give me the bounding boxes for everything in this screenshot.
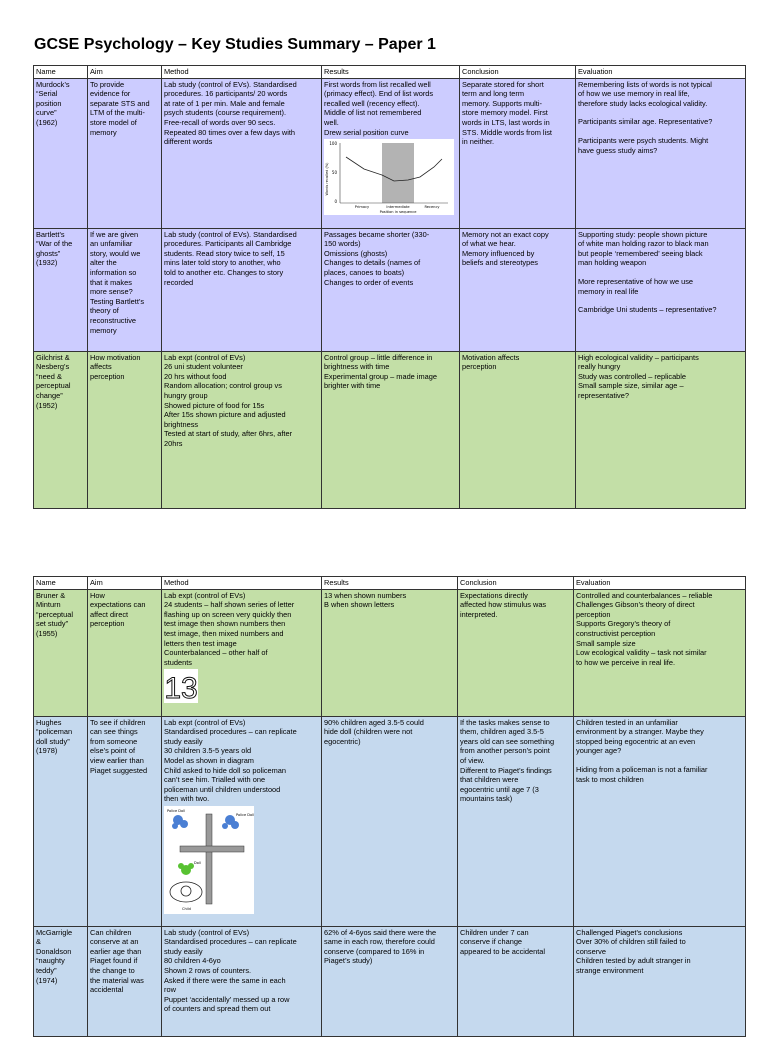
text-line: Children under 7 can bbox=[460, 927, 529, 937]
vertical-wall bbox=[206, 814, 212, 904]
text-line: letters then test image bbox=[164, 638, 237, 648]
graph-xaxis-title: Position in sequence bbox=[379, 210, 417, 215]
text-line: Counterbalanced – other half of bbox=[164, 648, 268, 658]
text-line: Challenged Piaget’s conclusions bbox=[576, 927, 683, 937]
text-line: Participants similar age. Representative? bbox=[578, 117, 713, 127]
text-line: brighter with time bbox=[324, 381, 381, 391]
text-line: constructivist perception bbox=[576, 628, 656, 638]
text-line: appeared to be accidental bbox=[460, 946, 546, 956]
text-line: in neither. bbox=[462, 137, 495, 147]
method-cell bbox=[162, 589, 322, 716]
study-row-bruner bbox=[34, 589, 746, 716]
text-line: store model of bbox=[90, 117, 137, 127]
text-line: expectations can bbox=[90, 600, 146, 610]
text-line: (1955) bbox=[36, 628, 58, 638]
text-line: told to another etc. Changes to story bbox=[164, 267, 284, 277]
graph-xlabel-intermediate: Intermediate bbox=[386, 205, 410, 210]
text-line: First words from list recalled well bbox=[324, 79, 431, 89]
evaluation-cell bbox=[574, 926, 746, 1036]
text-line: Changes to order of events bbox=[324, 277, 414, 287]
text-line: 62% of 4-6yos said there were the bbox=[324, 927, 437, 937]
text-line: 80 children 4-6yo bbox=[164, 956, 221, 966]
text-line: Children tested by adult stranger in bbox=[576, 956, 691, 966]
text-line: High ecological validity – participants bbox=[578, 352, 699, 362]
results-cell bbox=[322, 926, 458, 1036]
text-line: Piaget found if bbox=[90, 956, 138, 966]
text-line: If we are given bbox=[90, 229, 139, 239]
text-line: brightness bbox=[164, 419, 199, 429]
child-icon bbox=[170, 882, 202, 902]
text-line: students. Read story twice to self, 15 bbox=[164, 248, 285, 258]
header-results: Results bbox=[322, 66, 460, 79]
text-line: Shown 2 rows of counters. bbox=[164, 965, 252, 975]
text-line: doll study” bbox=[36, 736, 70, 746]
evaluation-cell bbox=[576, 78, 746, 228]
text-line: study easily bbox=[164, 736, 203, 746]
text-line: task to most children bbox=[576, 774, 644, 784]
header-conclusion: Conclusion bbox=[460, 66, 576, 79]
text-line: flashing up on screen very quickly then bbox=[164, 609, 292, 619]
graph-ytick: 50 bbox=[331, 170, 337, 176]
text-line: places, canoes to boats) bbox=[324, 267, 405, 277]
text-line: Challenges Gibson’s theory of direct bbox=[576, 600, 695, 610]
name-cell bbox=[34, 926, 88, 1036]
results-cell bbox=[322, 78, 460, 228]
text-line: To see if children bbox=[90, 717, 146, 727]
text-line: Expectations directly bbox=[460, 590, 528, 600]
text-line bbox=[578, 268, 743, 277]
text-line: environment by a stranger. Maybe they bbox=[576, 727, 704, 737]
text-line: (1974) bbox=[36, 975, 58, 985]
text-line: change” bbox=[36, 390, 63, 400]
text-line: from another person’s point bbox=[460, 746, 550, 756]
text-line: perception bbox=[576, 609, 611, 619]
header-results: Results bbox=[322, 577, 458, 590]
text-line: Puppet ‘accidentally’ messed up a row bbox=[164, 994, 290, 1004]
text-line: conserve (compared to 16% in bbox=[324, 946, 425, 956]
text-line: hide doll (children were not bbox=[324, 727, 413, 737]
text-line: curve” bbox=[36, 108, 57, 118]
name-cell bbox=[34, 351, 88, 508]
text-line: Bartlett’s bbox=[36, 229, 65, 239]
policeman-doll-diagram bbox=[164, 806, 254, 914]
text-line: Minturn bbox=[36, 600, 61, 610]
text-line: Supporting study: people shown picture bbox=[578, 229, 708, 239]
text-line: Cambridge Uni students – representative? bbox=[578, 305, 717, 315]
text-line: Asked if there were the same in each bbox=[164, 975, 286, 985]
name-cell bbox=[34, 589, 88, 716]
text-line: Repeated 80 times over a few days with bbox=[164, 127, 296, 137]
text-line: an unfamiliar bbox=[90, 239, 133, 249]
results-cell bbox=[322, 228, 460, 351]
text-line: representative? bbox=[578, 390, 629, 400]
name-cell bbox=[34, 228, 88, 351]
text-line: (1978) bbox=[36, 746, 58, 756]
text-line: the change to bbox=[90, 965, 135, 975]
text-line: conserve at an bbox=[90, 937, 139, 947]
aim-cell bbox=[88, 716, 162, 926]
text-line: stopped being egocentric at an even bbox=[576, 736, 696, 746]
text-line: Changes to details (names of bbox=[324, 258, 421, 268]
text-line: policeman until children understood bbox=[164, 784, 281, 794]
text-line: Participants were psych students. Might bbox=[578, 135, 709, 145]
method-cell bbox=[162, 351, 322, 508]
text-line: conserve bbox=[576, 946, 606, 956]
evaluation-cell bbox=[574, 589, 746, 716]
text-line: Lab expt (control of EVs) bbox=[164, 590, 246, 600]
text-line: If the tasks makes sense to bbox=[460, 717, 550, 727]
text-line: mountains task) bbox=[460, 794, 513, 804]
graph-xlabel-primacy: Primacy bbox=[354, 205, 370, 210]
text-line: Study was controlled – replicable bbox=[578, 371, 687, 381]
text-line: Standardised procedures – can replicate bbox=[164, 937, 297, 947]
text-line: Murdock’s bbox=[36, 79, 70, 89]
text-line: beliefs and stereotypes bbox=[462, 258, 539, 268]
method-text bbox=[164, 718, 319, 804]
text-line: Tested at start of study, after 6hrs, after bbox=[164, 429, 293, 439]
text-line: Piaget suggested bbox=[90, 765, 148, 775]
text-line: set study” bbox=[36, 619, 69, 629]
header-row bbox=[34, 577, 746, 590]
text-line: “War of the bbox=[36, 239, 73, 249]
text-line: hungry group bbox=[164, 390, 208, 400]
aim-cell bbox=[88, 228, 162, 351]
results-cell bbox=[322, 351, 460, 508]
text-line: LTM of the multi- bbox=[90, 108, 145, 118]
text-line: Control group – little difference in bbox=[324, 352, 433, 362]
text-line: Gilchrist & bbox=[36, 352, 70, 362]
text-line: conserve if change bbox=[460, 937, 523, 947]
text-line: Hughes bbox=[36, 717, 62, 727]
text-line: row bbox=[164, 985, 176, 995]
text-line: Controlled and counterbalances – reliable bbox=[576, 590, 713, 600]
text-line: at rate of 1 per min. Male and female bbox=[164, 98, 285, 108]
text-line: Child asked to hide doll so policeman bbox=[164, 765, 287, 775]
study-row-mcgarrigle bbox=[34, 926, 746, 1036]
text-line: procedures. 16 participants/ 20 words bbox=[164, 89, 288, 99]
text-line: (1962) bbox=[36, 117, 58, 127]
text-line: Memory influenced by bbox=[462, 248, 535, 258]
text-line: from someone bbox=[90, 736, 138, 746]
text-line: Low ecological validity – task not similar bbox=[576, 648, 707, 658]
name-cell bbox=[34, 78, 88, 228]
text-line: perceptual bbox=[36, 381, 71, 391]
text-line: (primacy effect). End of list words bbox=[324, 89, 434, 99]
text-line: interpreted. bbox=[460, 609, 498, 619]
study-row-hughes bbox=[34, 716, 746, 926]
study-row-murdock bbox=[34, 78, 746, 228]
text-line: separate STS and bbox=[90, 98, 150, 108]
text-line: Free-recall of words over 90 secs. bbox=[164, 117, 276, 127]
text-line: really hungry bbox=[578, 362, 621, 372]
doll-label: Doll bbox=[194, 860, 201, 865]
text-line: Piaget’s study) bbox=[324, 956, 373, 966]
text-line: After 15s shown picture and adjusted bbox=[164, 410, 286, 420]
text-line: then with two. bbox=[164, 794, 210, 804]
text-line: strange environment bbox=[576, 965, 644, 975]
conclusion-cell bbox=[458, 716, 574, 926]
graph-ytick: 100 bbox=[329, 141, 337, 147]
text-line: psych students (course requirement). bbox=[164, 108, 286, 118]
conclusion-cell bbox=[460, 228, 576, 351]
text-line bbox=[578, 127, 743, 136]
text-line: that it makes bbox=[90, 277, 132, 287]
header-aim: Aim bbox=[88, 66, 162, 79]
text-line: Donaldson bbox=[36, 946, 72, 956]
text-line: 20hrs bbox=[164, 438, 183, 448]
results-cell bbox=[322, 716, 458, 926]
text-line: words in LTS, last words in bbox=[462, 117, 550, 127]
method-cell bbox=[162, 926, 322, 1036]
method-cell bbox=[162, 228, 322, 351]
study-row-gilchrist bbox=[34, 351, 746, 508]
results-text bbox=[324, 80, 457, 138]
serial-position-curve-graph bbox=[324, 139, 454, 215]
text-line: different words bbox=[164, 137, 213, 147]
method-text bbox=[164, 591, 319, 668]
header-row bbox=[34, 66, 746, 79]
text-line: “perceptual bbox=[36, 609, 73, 619]
header-method: Method bbox=[162, 66, 322, 79]
text-line: memory bbox=[90, 127, 117, 137]
text-line: can’t see him. Trialled with one bbox=[164, 775, 266, 785]
text-line: egocentric until age 7 (3 bbox=[460, 784, 539, 794]
text-line: but people ‘remembered’ seeing black bbox=[578, 248, 703, 258]
text-line: Lab study (control of EVs). Standardised bbox=[164, 229, 297, 239]
text-line: ghosts” bbox=[36, 248, 61, 258]
text-line: perception bbox=[90, 371, 125, 381]
text-line: term and long term bbox=[462, 89, 525, 99]
conclusion-cell bbox=[460, 351, 576, 508]
text-line: 20 hrs without food bbox=[164, 371, 227, 381]
text-line: Nesberg’s bbox=[36, 362, 70, 372]
text-line: egocentric) bbox=[324, 736, 361, 746]
header-name: Name bbox=[34, 577, 88, 590]
text-line: else’s point of bbox=[90, 746, 136, 756]
text-line: 26 uni student volunteer bbox=[164, 362, 243, 372]
method-cell bbox=[162, 78, 322, 228]
text-line: procedures. Participants all Cambridge bbox=[164, 239, 292, 249]
text-line: of what we hear. bbox=[462, 239, 516, 249]
text-line: How bbox=[90, 590, 105, 600]
text-line: can see things bbox=[90, 727, 138, 737]
text-line: students bbox=[164, 657, 192, 667]
ambiguous-13-b-figure bbox=[164, 669, 198, 703]
text-line: affect direct bbox=[90, 609, 129, 619]
text-line: 30 children 3.5-5 years old bbox=[164, 746, 252, 756]
text-line: perception bbox=[90, 619, 125, 629]
conclusion-cell bbox=[458, 926, 574, 1036]
aim-cell bbox=[88, 78, 162, 228]
header-method: Method bbox=[162, 577, 322, 590]
text-line: to how we perceive in real life. bbox=[576, 657, 676, 667]
text-line: STS. Middle words from list bbox=[462, 127, 552, 137]
header-conclusion: Conclusion bbox=[458, 577, 574, 590]
text-line: Model as shown in diagram bbox=[164, 755, 254, 765]
text-line: Different to Piaget’s findings bbox=[460, 765, 552, 775]
text-line: test image, then mixed numbers and bbox=[164, 628, 284, 638]
text-line: B when shown letters bbox=[324, 600, 395, 610]
text-line: Lab expt (control of EVs) bbox=[164, 717, 246, 727]
text-line: Lab study (control of EVs). Standardised bbox=[164, 79, 297, 89]
text-line: Testing Bartlett’s bbox=[90, 296, 145, 306]
text-line: story, would we bbox=[90, 248, 141, 258]
text-line: brightness with time bbox=[324, 362, 390, 372]
police-doll-label-right: Police Doll bbox=[236, 812, 254, 817]
aim-cell bbox=[88, 926, 162, 1036]
text-line: view earlier than bbox=[90, 755, 144, 765]
text-line: memory. Supports multi- bbox=[462, 98, 542, 108]
text-line: earlier age than bbox=[90, 946, 142, 956]
evaluation-cell bbox=[576, 228, 746, 351]
text-line: Small sample size, similar age – bbox=[578, 381, 684, 391]
header-evaluation: Evaluation bbox=[574, 577, 746, 590]
text-line: 24 students – half shown series of letter bbox=[164, 600, 295, 610]
text-line: store memory model. First bbox=[462, 108, 548, 118]
text-line: man holding weapon bbox=[578, 258, 647, 268]
header-aim: Aim bbox=[88, 577, 162, 590]
text-line: Bruner & bbox=[36, 590, 66, 600]
key-studies-table-1 bbox=[33, 65, 746, 509]
text-line: Separate stored for short bbox=[462, 79, 544, 89]
text-line: Children tested in an unfamiliar bbox=[576, 717, 678, 727]
text-line: (1932) bbox=[36, 258, 58, 268]
graph-ylabel: Words recalled (%) bbox=[325, 162, 329, 196]
study-row-bartlett bbox=[34, 228, 746, 351]
text-line: 150 words) bbox=[324, 239, 361, 249]
text-line: Over 30% of children still failed to bbox=[576, 937, 686, 947]
text-line: & bbox=[36, 937, 41, 947]
text-line: Passages became shorter (330- bbox=[324, 229, 430, 239]
text-line: reconstructive bbox=[90, 315, 137, 325]
text-line bbox=[576, 756, 743, 765]
text-line: Supports Gregory’s theory of bbox=[576, 619, 671, 629]
text-line: of view. bbox=[460, 755, 485, 765]
text-line: Showed picture of food for 15s bbox=[164, 400, 265, 410]
text-line: of counters and spread them out bbox=[164, 1004, 271, 1014]
text-line: To provide bbox=[90, 79, 125, 89]
text-line: Remembering lists of words is not typical bbox=[578, 79, 712, 89]
intermediate-band bbox=[382, 143, 414, 203]
evaluation-cell bbox=[576, 351, 746, 508]
text-line: 13 when shown numbers bbox=[324, 590, 407, 600]
text-line: teddy” bbox=[36, 965, 57, 975]
text-line: memory bbox=[90, 325, 117, 335]
text-line: “need & bbox=[36, 371, 62, 381]
text-line: same in each row, therefore could bbox=[324, 937, 435, 947]
text-line: How motivation bbox=[90, 352, 141, 362]
conclusion-cell bbox=[460, 78, 576, 228]
text-line: “Serial bbox=[36, 89, 58, 99]
text-line: More representative of how we use bbox=[578, 276, 694, 286]
text-line: accidental bbox=[90, 985, 124, 995]
text-line: that children were bbox=[460, 775, 519, 785]
text-line: Can children bbox=[90, 927, 132, 937]
name-cell bbox=[34, 716, 88, 926]
police-doll-label-left: Police Doll bbox=[167, 808, 186, 813]
aim-cell bbox=[88, 589, 162, 716]
text-line: McGarrigle bbox=[36, 927, 73, 937]
text-line: perception bbox=[462, 362, 497, 372]
evaluation-cell bbox=[574, 716, 746, 926]
aim-cell bbox=[88, 351, 162, 508]
text-line: Hiding from a policeman is not a familiar bbox=[576, 764, 708, 774]
header-name: Name bbox=[34, 66, 88, 79]
text-line: affected how stimulus was bbox=[460, 600, 547, 610]
text-line: “policeman bbox=[36, 727, 73, 737]
text-line: the material was bbox=[90, 975, 144, 985]
text-line: memory in real life bbox=[578, 286, 639, 296]
text-line: Memory not an exact copy bbox=[462, 229, 549, 239]
text-line: position bbox=[36, 98, 62, 108]
text-line: more sense? bbox=[90, 287, 133, 297]
header-evaluation: Evaluation bbox=[576, 66, 746, 79]
text-line: well. bbox=[324, 117, 339, 127]
text-line: “naughty bbox=[36, 956, 65, 966]
text-line: study easily bbox=[164, 946, 203, 956]
text-line: 90% children aged 3.5-5 could bbox=[324, 717, 424, 727]
text-line: younger age? bbox=[576, 746, 622, 756]
text-line: have guess study aims? bbox=[578, 145, 658, 155]
figure-13-text: 13 bbox=[164, 672, 198, 704]
text-line: therefore study lacks ecological validity. bbox=[578, 98, 708, 108]
text-line: mins later told story to another, who bbox=[164, 258, 281, 268]
text-line: Motivation affects bbox=[462, 352, 520, 362]
text-line: alter the bbox=[90, 258, 117, 268]
text-line: recorded bbox=[164, 277, 194, 287]
text-line: recalled well (recency effect). bbox=[324, 98, 420, 108]
results-cell bbox=[322, 589, 458, 716]
text-line: Small sample size bbox=[576, 638, 636, 648]
text-line: years old can see something bbox=[460, 736, 555, 746]
text-line: Random allocation; control group vs bbox=[164, 381, 282, 391]
text-line bbox=[578, 296, 743, 305]
horizontal-wall bbox=[180, 846, 244, 852]
text-line: (1952) bbox=[36, 400, 58, 410]
text-line: Lab expt (control of EVs) bbox=[164, 352, 246, 362]
method-cell bbox=[162, 716, 322, 926]
key-studies-table-2 bbox=[33, 576, 746, 1037]
page-title: GCSE Psychology – Key Studies Summary – Paper 1 bbox=[34, 36, 436, 53]
text-line: information so bbox=[90, 267, 137, 277]
child-label: Child bbox=[182, 906, 191, 911]
text-line: theory of bbox=[90, 306, 119, 316]
text-line: of how we use memory in real life, bbox=[578, 89, 690, 99]
conclusion-cell bbox=[458, 589, 574, 716]
text-line: Omissions (ghosts) bbox=[324, 248, 388, 258]
text-line: Experimental group – made image bbox=[324, 371, 437, 381]
text-line: Lab study (control of EVs) bbox=[164, 927, 250, 937]
text-line: affects bbox=[90, 362, 112, 372]
text-line: test image then shown numbers then bbox=[164, 619, 286, 629]
graph-ytick: 0 bbox=[334, 199, 337, 205]
text-line: of white man holding razor to black man bbox=[578, 239, 709, 249]
text-line: evidence for bbox=[90, 89, 131, 99]
graph-xlabel-recency: Recency bbox=[424, 205, 440, 210]
text-line bbox=[578, 108, 743, 117]
text-line: Middle of list not remembered bbox=[324, 108, 422, 118]
text-line: Drew serial position curve bbox=[324, 127, 409, 137]
text-line: Standardised procedures – can replicate bbox=[164, 727, 297, 737]
text-line: them, children aged 3.5-5 bbox=[460, 727, 544, 737]
